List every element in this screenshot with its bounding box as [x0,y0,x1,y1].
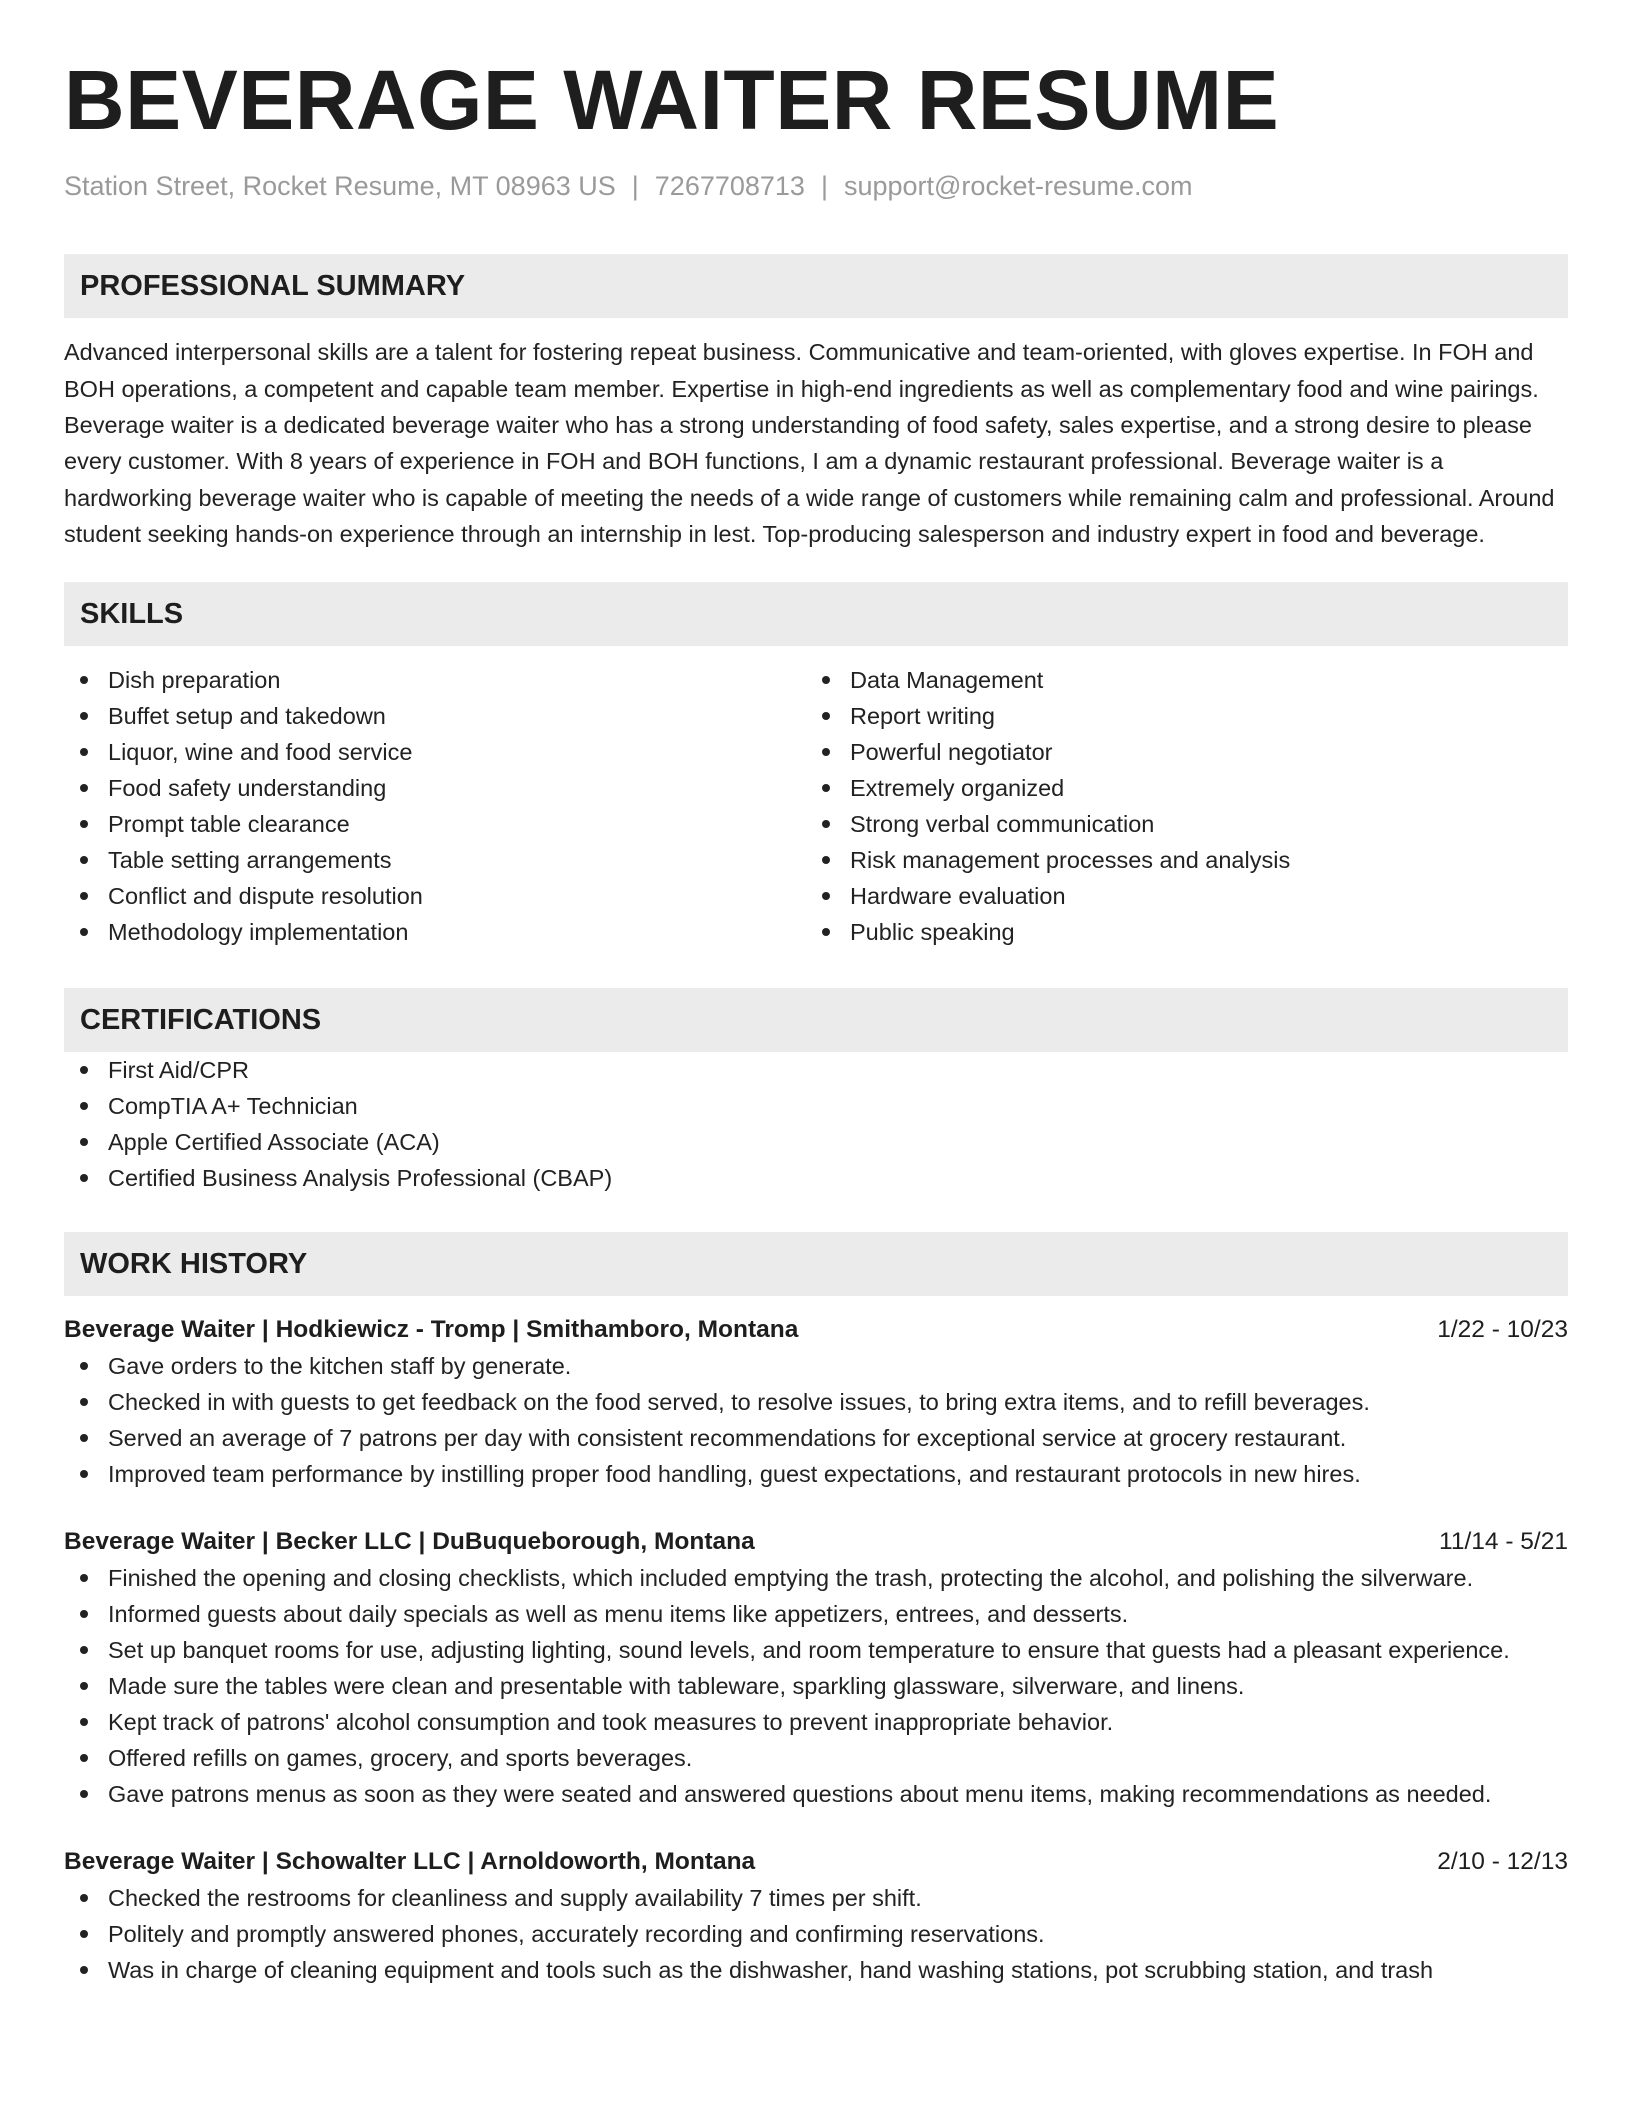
skill-item: Public speaking [806,914,1548,950]
skill-item: Powerful negotiator [806,734,1548,770]
skills-grid [64,662,1568,950]
resume-page [64,0,1568,1988]
section-header-summary: PROFESSIONAL SUMMARY [64,254,1568,318]
skill-item: Risk management processes and analysis [806,842,1548,878]
job-duty-item: Served an average of 7 patrons per day with consistent recommendations for exceptional service at grocery restaurant. [64,1420,1568,1456]
certification-item: Certified Business Analysis Professional (CBAP) [64,1160,1568,1196]
job-duty-item: Was in charge of cleaning equipment and tools such as the dishwasher, hand washing stations, pot scrubbing station, and trash [64,1952,1568,1988]
job-duty-item: Gave patrons menus as soon as they were seated and answered questions about menu items, making recommendations as needed. [64,1776,1568,1812]
summary-text: Advanced interpersonal skills are a talent for fostering repeat business. Communicative and team-oriented, with gloves expertise. In FOH and BOH operations, a competent and capable team member. Expertise in high-end ingredients as well as complementary food and wine pairings. Beverage waiter is a dedicated beverage waiter who has a strong understanding of food safety, sales expertise, and a strong desire to please every customer. With 8 years of experience in FOH and BOH functions, I am a dynamic restaurant professional. Beverage waiter is a hardworking beverage waiter who is capable of meeting the needs of a wide range of customers while remaining calm and professional. Around student seeking hands-on experience through an internship in lest. Top-producing salesperson and industry expert in food and beverage. [64,339,1555,547]
job-header [64,1844,1568,1880]
certification-item: First Aid/CPR [64,1052,1568,1088]
skill-item: Report writing [806,698,1548,734]
contact-separator: | [820,171,828,201]
section-header-skills: SKILLS [64,582,1568,646]
job-dates: 11/14 - 5/21 [1439,1528,1568,1556]
job-title: Beverage Waiter | Hodkiewicz - Tromp | Smithamboro, Montana [64,1316,799,1344]
job-duty-item: Informed guests about daily specials as well as menu items like appetizers, entrees, and desserts. [64,1596,1568,1632]
job-dates: 2/10 - 12/13 [1437,1848,1568,1876]
job-duty-item: Checked in with guests to get feedback on the food served, to resolve issues, to bring extra items, and to refill beverages. [64,1384,1568,1420]
job-duty-item: Made sure the tables were clean and presentable with tableware, sparkling glassware, silverware, and linens. [64,1668,1568,1704]
skill-item: Extremely organized [806,770,1548,806]
job-dates: 1/22 - 10/23 [1437,1316,1568,1344]
job-duty-item: Set up banquet rooms for use, adjusting lighting, sound levels, and room temperature to ensure that guests had a pleasant experience. [64,1632,1568,1668]
certifications-list [64,1052,1568,1196]
skill-item: Table setting arrangements [64,842,806,878]
contact-line [64,170,1568,202]
section-header-work-history: WORK HISTORY [64,1232,1568,1296]
resume-title: BEVERAGE WAITER RESUME [64,53,1280,147]
skill-item: Conflict and dispute resolution [64,878,806,914]
job-duties-list [64,1348,1568,1492]
contact-separator: | [631,171,639,201]
certification-item: CompTIA A+ Technician [64,1088,1568,1124]
certification-item: Apple Certified Associate (ACA) [64,1124,1568,1160]
job-duty-item: Checked the restrooms for cleanliness and supply availability 7 times per shift. [64,1880,1568,1916]
skill-item: Data Management [806,662,1548,698]
contact-phone: 7267708713 [654,171,805,201]
job-entry [64,1312,1568,1492]
skills-list-right [806,662,1548,950]
skill-item: Hardware evaluation [806,878,1548,914]
job-duty-item: Kept track of patrons' alcohol consumption and took measures to prevent inappropriate behavior. [64,1704,1568,1740]
job-header [64,1312,1568,1348]
skill-item: Buffet setup and takedown [64,698,806,734]
job-entry [64,1524,1568,1812]
contact-email: support@rocket-resume.com [843,171,1193,201]
job-title: Beverage Waiter | Schowalter LLC | Arnoldoworth, Montana [64,1848,756,1876]
skill-item: Liquor, wine and food service [64,734,806,770]
job-duty-item: Offered refills on games, grocery, and sports beverages. [64,1740,1568,1776]
job-duty-item: Politely and promptly answered phones, accurately recording and confirming reservations. [64,1916,1568,1952]
job-duties-list [64,1560,1568,1812]
skill-item: Prompt table clearance [64,806,806,842]
skill-item: Methodology implementation [64,914,806,950]
job-title: Beverage Waiter | Becker LLC | DuBuqueborough, Montana [64,1528,755,1556]
job-duty-item: Gave orders to the kitchen staff by generate. [64,1348,1568,1384]
skill-item: Strong verbal communication [806,806,1548,842]
job-duty-item: Finished the opening and closing checklists, which included emptying the trash, protecting the alcohol, and polishing the silverware. [64,1560,1568,1596]
job-duties-list [64,1880,1568,1988]
section-header-certifications: CERTIFICATIONS [64,988,1568,1052]
job-entry [64,1844,1568,1988]
skill-item: Dish preparation [64,662,806,698]
skill-item: Food safety understanding [64,770,806,806]
contact-address: Station Street, Rocket Resume, MT 08963 US [64,171,616,201]
job-duty-item: Improved team performance by instilling proper food handling, guest expectations, and restaurant protocols in new hires. [64,1456,1568,1492]
job-header [64,1524,1568,1560]
skills-list-left [64,662,806,950]
